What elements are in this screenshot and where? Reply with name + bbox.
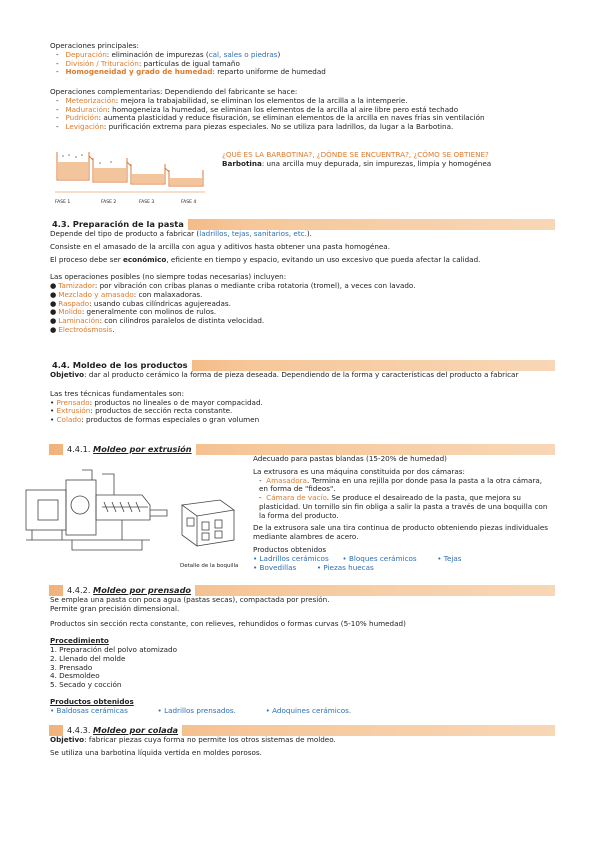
step-item: 1. Preparación del polvo atomizado — [50, 645, 177, 655]
paragraph: Depende del tipo de producto a fabricar (ladrillos, tejas, sanitarios, etc.). — [50, 229, 312, 238]
paragraph: El proceso debe ser económico, eficiente en tiempo y espacio, evitando un uso excesivo que pueda afectar la calidad. — [50, 254, 481, 264]
product-item: • Baldosas cerámicas — [50, 705, 128, 715]
section-4-3-body — [50, 230, 560, 335]
section-4-4-body — [50, 371, 530, 425]
list-item: - Maduración: homogeneiza la humedad, se eliminan los elementos de la arcilla al aire libre pero está techado — [56, 104, 459, 114]
paragraph: Objetivo: fabricar piezas cuya forma no permite los otros sistemas de moldeo. — [50, 735, 336, 744]
section-4-4-3-body — [50, 736, 560, 758]
levigacion-tanks-illustration — [53, 144, 213, 208]
list-item: • Extrusión: productos de sección recta constante. — [50, 406, 233, 416]
paragraph: Se utiliza una barbotina líquida vertida en moldes porosos. — [50, 747, 262, 757]
step-item: 5. Secado y cocción — [50, 680, 122, 690]
products-title: Productos obtenidos — [50, 697, 134, 707]
product-item: • Bovedillas — [253, 562, 297, 572]
list-item: - Meteorización: mejora la trabajabilidad, se eliminan los elementos de la arcilla a la intemperie. — [56, 95, 408, 105]
paragraph: Objetivo: dar al producto cerámico la forma de pieza deseada. Dependiendo de la forma y características del producto a fabricar — [50, 370, 519, 379]
product-item: • Ladrillos cerámicos — [253, 553, 329, 563]
step-item: 4. Desmoldeo — [50, 671, 100, 681]
products-title: Productos obtenidos — [253, 545, 327, 555]
section-title: 4.3. Preparación de la pasta — [49, 219, 188, 230]
step-item: 3. Prensado — [50, 662, 93, 672]
barbotina-question — [222, 151, 562, 169]
paragraph: Se emplea una pasta con poca agua (pastas secas), compactada por presión. — [50, 595, 330, 604]
list-item: • Prensado: productos no lineales o de mayor compacidad. — [50, 397, 263, 407]
list-item: - Pudrición: aumenta plasticidad y reduce fisuración, se eliminan elementos de la arcilla en naves frías sin ventilación — [56, 113, 485, 123]
paragraph: La extrusora es una máquina constituida por dos cámaras: — [253, 466, 465, 476]
paragraph: De la extrusora sale una tira continua de producto obteniendo piezas individuales mediante alambres de acero. — [253, 523, 549, 542]
ops-principales-title: Operaciones principales: — [50, 41, 139, 50]
list-item: ● Mezclado y amasado: con malaxadoras. — [50, 289, 203, 299]
list-item: • Colado: productos de formas especiales o gran volumen — [50, 415, 260, 425]
step-item: 2. Llenado del molde — [50, 653, 126, 663]
list-item: - Depuración: eliminación de impurezas (cal, sales o piedras) — [56, 49, 281, 59]
list-item: ● Tamizador: por vibración con cribas planas o mediante criba rotatoria (tromel), a veces con lavado. — [50, 281, 416, 291]
ops-principales — [50, 42, 560, 77]
subsection-title: 4.4.2. Moldeo por prensado — [63, 585, 195, 596]
fase-label: FASE 2 — [101, 200, 117, 205]
product-item: • Tejas — [437, 553, 462, 563]
barbotina-question-text: ¿QUÉ ES LA BARBOTINA?, ¿DÓNDE SE ENCUENTRA?, ¿CÓMO SE OBTIENE? — [222, 150, 489, 159]
list-item: ● Electroósmosis. — [50, 325, 115, 335]
list-item: - Levigación: purificación extrema para piezas especiales. No se utiliza para ladrillos, da lugar a la Barbotina. — [56, 122, 454, 132]
figure-caption: Detalle de la boquilla — [180, 563, 239, 569]
paragraph: Las operaciones posibles (no siempre todas necesarias) incluyen: — [50, 272, 287, 282]
list-item: - División / Trituración: partículas de igual tamaño — [56, 58, 240, 68]
fase-label: FASE 4 — [181, 200, 197, 205]
extrusora-machine-illustration — [22, 460, 250, 572]
ops-complementarias — [50, 88, 565, 132]
list-item: - Homogeneidad y grado de humedad: reparto uniforme de humedad — [56, 67, 326, 77]
procedure-title: Procedimiento — [50, 636, 109, 646]
paragraph: Permite gran precisión dimensional. — [50, 603, 180, 613]
list-item: ● Molido: generalmente con molinos de rulos. — [50, 307, 217, 317]
section-title: 4.4. Moldeo de los productos — [49, 360, 192, 371]
paragraph: Productos sin sección recta constante, con relieves, rehundidos o formas curvas (5-10% humedad) — [50, 618, 406, 628]
barbotina-definition: Barbotina: una arcilla muy depurada, sin impurezas, limpia y homogénea — [222, 158, 492, 168]
list-item: ● Laminación: con cilindros paralelos de distinta velocidad. — [50, 316, 265, 326]
list-item: - Amasadora. Termina en una rejilla por donde pasa la pasta a la otra cámara, en forma de "fideos". — [259, 475, 543, 494]
paragraph: Consiste en el amasado de la arcilla con agua y aditivos hasta obtener una pasta homogénea. — [50, 241, 390, 251]
product-item: • Adoquines cerámicos. — [265, 705, 352, 715]
section-4-4-1-body — [253, 455, 553, 572]
section-4-4-2-body — [50, 596, 560, 716]
products-row — [50, 707, 560, 716]
fase-label: FASE 3 — [139, 200, 155, 205]
product-item: • Piezas huecas — [316, 562, 374, 572]
product-item: • Ladrillos prensados. — [157, 705, 236, 715]
list-item: ● Raspado: usando cubas cilíndricas agujereadas. — [50, 298, 231, 308]
extrusora-figure — [22, 460, 250, 572]
subsection-title: 4.4.1. Moldeo por extrusión — [63, 444, 196, 455]
levigacion-figure — [53, 144, 213, 208]
subsection-title: 4.4.3. Moldeo por colada — [63, 725, 182, 736]
paragraph: Adecuado para pastas blandas (15-20% de humedad) — [253, 454, 447, 463]
operations-list — [50, 282, 560, 335]
ops-complementarias-title: Operaciones complementarias: Dependiendo del fabricante se hace: — [50, 87, 298, 96]
paragraph: Las tres técnicas fundamentales son: — [50, 388, 185, 398]
list-item: - Cámara de vacío. Se produce el desaireado de la pasta, que mejora su plasticidad. Un tornillo sin fin obliga a salir la pasta a través de una boquilla con la forma del producto. — [259, 493, 548, 520]
product-item: • Bloques cerámicos — [342, 553, 417, 563]
fase-label: FASE 1 — [55, 200, 71, 205]
products-row — [253, 564, 553, 573]
